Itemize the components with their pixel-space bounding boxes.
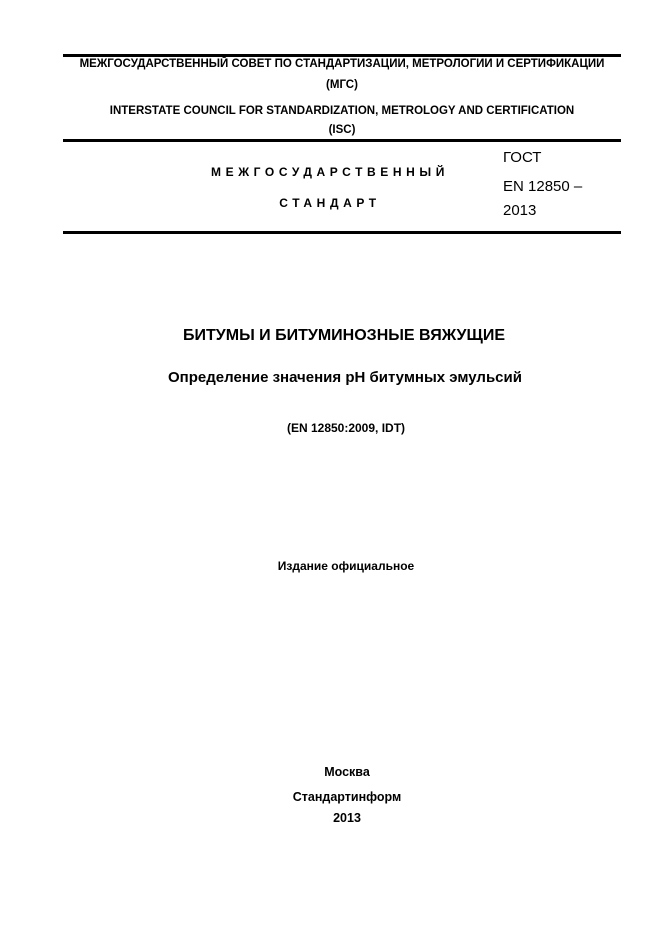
imprint-city: Москва — [324, 765, 370, 779]
standard-type-line2: СТАНДАРТ — [279, 196, 381, 210]
top-rule — [63, 54, 621, 57]
document-subtitle: Определение значения рН битумных эмульсий — [168, 369, 522, 386]
council-name-ru: МЕЖГОСУДАРСТВЕННЫЙ СОВЕТ ПО СТАНДАРТИЗАЦИИ, МЕТРОЛОГИИ И СЕРТИФИКАЦИИ — [79, 58, 605, 70]
council-abbr-en: (ISC) — [328, 124, 356, 136]
standard-reference: (EN 12850:2009, IDT) — [286, 421, 406, 435]
designation-rule — [63, 231, 621, 234]
standard-designation-line1: ГОСТ — [503, 149, 542, 166]
document-title: БИТУМЫ И БИТУМИНОЗНЫЕ ВЯЖУЩИЕ — [183, 327, 505, 344]
council-abbr-ru: (МГС) — [326, 79, 358, 91]
imprint-year: 2013 — [333, 811, 361, 825]
imprint-publisher: Стандартинформ — [292, 790, 402, 804]
standard-designation-line3: 2013 — [503, 202, 537, 219]
council-name-en: INTERSTATE COUNCIL FOR STANDARDIZATION, METROLOGY AND CERTIFICATION — [109, 105, 575, 117]
edition-label: Издание официальное — [277, 559, 415, 573]
standard-designation-line2: EN 12850 – — [503, 178, 583, 195]
header-rule — [63, 139, 621, 142]
standard-type-line1: МЕЖГОСУДАРСТВЕННЫЙ — [211, 165, 449, 179]
